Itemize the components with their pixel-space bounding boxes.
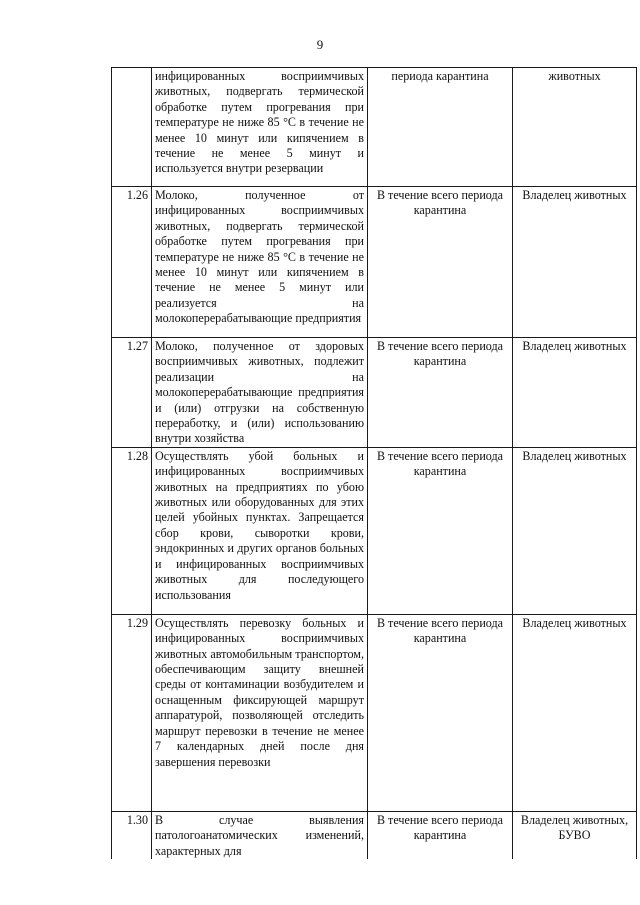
quarantine-measures-table bbox=[111, 67, 637, 859]
responsible-text: Владелец животных bbox=[513, 447, 637, 614]
row-number: 1.30 bbox=[112, 811, 152, 859]
measure-text: В случае выявления патологоанатомических изменений, характерных для bbox=[152, 811, 368, 859]
responsible-text: животных bbox=[513, 68, 637, 187]
responsible-text: Владелец животных bbox=[513, 338, 637, 448]
row-number: 1.29 bbox=[112, 614, 152, 811]
row-number: 1.27 bbox=[112, 338, 152, 448]
row-number bbox=[112, 68, 152, 187]
measure-text: инфицированных восприимчивых животных, подвергать термической обработке путем прогревания при температуре не ниже 85 °С в течение не менее 10 минут или кипячением в течение не менее 5 минут и используется внутри резервации bbox=[152, 68, 368, 187]
responsible-text: Владелец животных bbox=[513, 614, 637, 811]
measure-text: Молоко, полученное от здоровых восприимчивых животных, подлежит реализации на молокоперерабатывающие предприятия и (или) отгрузки на собственную переработку, и (или) использованию внутри хозяйства bbox=[152, 338, 368, 448]
period-text: периода карантина bbox=[368, 68, 513, 187]
period-text: В течение всего периода карантина bbox=[368, 614, 513, 811]
period-text: В течение всего периода карантина bbox=[368, 811, 513, 859]
page-number: 9 bbox=[316, 37, 324, 52]
row-number: 1.26 bbox=[112, 187, 152, 338]
row-number: 1.28 bbox=[112, 447, 152, 614]
period-text: В течение всего периода карантина bbox=[368, 447, 513, 614]
table-row bbox=[112, 811, 637, 859]
table-row bbox=[112, 338, 637, 448]
table-row bbox=[112, 447, 637, 614]
period-text: В течение всего периода карантина bbox=[368, 338, 513, 448]
measure-text: Молоко, полученное от инфицированных восприимчивых животных, подвергать термической обработке путем прогревания при температуре не ниже 85 °С в течение не менее 10 минут или кипячением в течение не менее 5 минут или реализуется на молокоперерабатывающие предприятия bbox=[152, 187, 368, 338]
table-row bbox=[112, 614, 637, 811]
responsible-text: Владелец животных, БУВО bbox=[513, 811, 637, 859]
measure-text: Осуществлять убой больных и инфицированных восприимчивых животных на предприятиях по убою животных или оборудованных для этих целей убойных пунктах. Запрещается сбор крови, сыворотки крови, эндокринных и других органов больных и инфицированных восприимчивых животных для последующего использования bbox=[152, 447, 368, 614]
table-row bbox=[112, 68, 637, 187]
measure-text: Осуществлять перевозку больных и инфицированных восприимчивых животных автомобильным транспортом, обеспечивающим защиту внешней среды от контаминации возбудителем и оснащенным фиксирующей маршрут аппаратурой, позволяющей отследить маршрут перевозки в течение не менее 7 календарных дней после дня завершения перевозки bbox=[152, 614, 368, 811]
period-text: В течение всего периода карантина bbox=[368, 187, 513, 338]
responsible-text: Владелец животных bbox=[513, 187, 637, 338]
table-row bbox=[112, 187, 637, 338]
